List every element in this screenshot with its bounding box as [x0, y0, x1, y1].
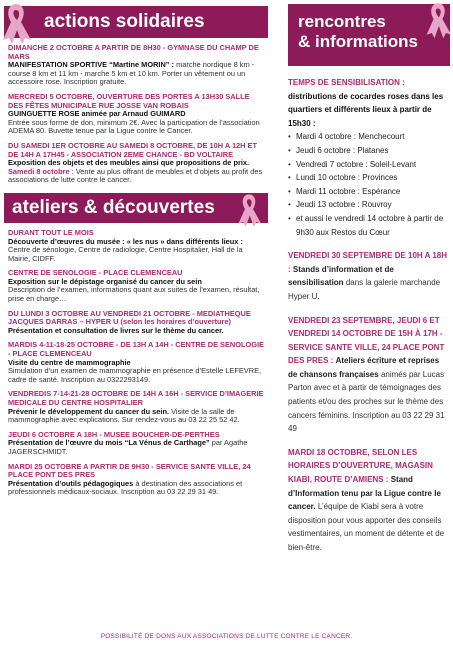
list-item: • Vendredi 7 octobre : Soleil-Levant — [288, 158, 450, 172]
section-title: actions solidaires — [44, 11, 205, 32]
list-item — [288, 314, 450, 436]
entry-subtitle: Ateliers écriture et reprises de chansons françaises — [288, 356, 440, 379]
ateliers-list — [4, 229, 268, 497]
list-item: • Mardi 11 octobre : Espérance — [288, 185, 450, 199]
list-item: • Mardi 4 octobre : Menchecourt — [288, 130, 450, 144]
right-column — [288, 4, 450, 555]
entry-title: DU LUNDI 3 OCTOBRE AU VENDREDI 21 OCTOBRE - MEDIATHEQUE JACQUES DARRAS – HYPER U (selon les horaires d’ouverture) — [8, 308, 251, 327]
entry-subtitle: GUINGUETTE ROSE animée par Arnaud GUIMARD — [8, 109, 186, 119]
section-header-rencontres — [288, 4, 450, 66]
entry-subtitle: Visite du centre de mammographie — [8, 357, 131, 367]
list-item — [8, 310, 264, 336]
entry-body: Centre de sénologie, Centre de radiologie, Centre Hospitalier, Hall de la Mairie, CIDFF. — [8, 245, 243, 263]
left-column — [4, 6, 268, 497]
entry-body: Entrée sous forme de don, minimum 2€. Avec la participation de l’association ADEMA 80. Buvette tenue par la Ligue contre le Cancer. — [8, 117, 260, 136]
list-item — [8, 463, 264, 497]
entry-title: VENDREDI 23 SEPTEMBRE, JEUDI 6 ET VENDREDI 14 OCTOBRE DE 15H À 17H - SERVICE SANTE VILLE, 24 PLACE PONT DES PRES : — [288, 315, 445, 366]
entry-title: MARDI 18 OCTOBRE, SELON LES HORAIRES D’OUVERTURE, MAGASIN KIABI, ROUTE D’AMIENS : — [288, 447, 433, 485]
entry-body: Visite de la salle de mammographie avec explications. Sur rendez-vous au 03 22 25 52 42. — [8, 406, 240, 425]
entry-body: par Agathe JAGERSCHMIDT. — [8, 438, 248, 456]
list-item — [288, 446, 450, 555]
entry-subtitle: MANIFESTATION SPORTIVE “Martine MORIN” : — [8, 60, 175, 70]
list-item — [8, 390, 264, 424]
entry-body: Description de l’examen, informations quant aux suites de l’examen, résultat, prise en charge… — [8, 285, 260, 304]
section-title-line1: rencontres — [298, 12, 386, 31]
list-item: • Jeudi 13 octobre : Rouvroy — [288, 198, 450, 212]
quarter-list — [288, 130, 450, 239]
entry-subtitle: Stands d’information et de sensibilisation — [288, 264, 394, 288]
list-item: • et aussi le vendredi 14 octobre à partir de 9h30 aux Restos du Cœur — [288, 212, 450, 239]
entry-body: à destination des associations et professionnels médicaux-sociaux. Inscription au 03 22 29 31 49. — [8, 478, 243, 497]
list-item — [288, 249, 450, 303]
entry-title: TEMPS DE SENSIBILISATION : — [288, 78, 405, 87]
section-title: ateliers & découvertes — [12, 196, 215, 218]
list-item: • Lundi 10 octobre : Provinces — [288, 171, 450, 185]
entry-subtitle: Présentation et consultation de livres sur le thème du cancer. — [8, 325, 224, 335]
entry-body: Simulation d’un examen de mammographie en présence d’Estelle LEFEVRE, cadre de santé. Inscription au 0322293149. — [8, 366, 262, 384]
list-item — [8, 93, 264, 136]
list-item — [8, 142, 264, 185]
entry-body: dans la galerie marchande Hyper U. — [288, 278, 441, 301]
entry-title: DIMANCHE 2 OCTOBRE A PARTIR DE 8H30 - GYMNASE DU CHAMP DE MARS — [8, 43, 259, 61]
section-header-ateliers-decouvertes — [4, 193, 268, 223]
list-item: • Jeudi 6 octobre : Platanes — [288, 144, 450, 158]
entry-body: L’équipe de Kiabi sera à votre disposition pour vous apporter des conseils vestimentaires, un moment de détente et de bien-être. — [288, 502, 445, 552]
pink-ribbon-icon — [0, 0, 32, 44]
pink-ribbon-icon — [236, 189, 262, 229]
entry-subtitle: Découverte d’œuvres du musée : « les nus » dans différents lieux : — [8, 236, 243, 246]
entry-body: animés par Lucas Parton avec et à partir de témoignages des patients et/ou des proches sur le thème des cancers féminins. Inscription au 03 22 29 31 49 — [288, 369, 445, 434]
entry-title: MERCREDI 5 OCTOBRE, OUVERTURE DES PORTES A 13H30 SALLE DES FÊTES MUNICIPALE RUE JOSSE VAN ROBAIS — [8, 91, 250, 110]
list-item — [8, 44, 264, 87]
entry-subtitle: Prévenir le développement du cancer du sein. — [8, 406, 170, 416]
entry-subtitle: Stand d’Information tenu par la Ligue contre le cancer. — [288, 475, 441, 512]
entry-title: JEUDI 6 OCTOBRE A 18H - MUSEE BOUCHER-DE-PERTHES — [8, 429, 220, 439]
entry-title: MARDIS 4-11-18-25 OCTOBRE - DE 13H A 14H - CENTRE DE SENOLOGIE - PLACE CLEMENCEAU — [8, 340, 264, 359]
section-header-actions-solidaires — [4, 6, 268, 38]
entry-title: CENTRE DE SENOLOGIE - PLACE CLEMENCEAU — [8, 268, 183, 278]
list-item — [8, 431, 264, 457]
entry-highlight: Samedi 8 octobre — [8, 166, 70, 176]
pink-ribbon-icon — [424, 0, 452, 40]
entry-body: : Vente au plus offrant de meubles et d’objets au profit des associations de lutte contre le cancer. — [8, 166, 263, 185]
entry-subtitle: Exposition des objets et des meubles ainsi que propositions de prix. — [8, 158, 250, 168]
entry-title: MARDI 25 OCTOBRE A PARTIR DE 9H30 - SERVICE SANTE VILLE, 24 PLACE PONT DES PRES — [8, 461, 251, 480]
entry-subtitle: Présentation de l’œuvre du mois “La Vénus de Carthage” — [8, 438, 210, 448]
list-item — [8, 269, 264, 303]
entry-title: DU SAMEDI 1ER OCTOBRE AU SAMEDI 8 OCTOBRE, DE 10H A 12H ET DE 14H A 17H45 - ASSOCIATION 2EME CHANCE - BD VOLTAIRE — [8, 140, 257, 159]
section-title-line2: & informations — [298, 32, 418, 51]
entry-subtitle: distributions de cocardes roses dans les quartiers et différents lieux à partir de 15h30 : — [288, 91, 444, 128]
footer-note: POSSIBILITÉ DE DONS AUX ASSOCIATIONS DE LUTTE CONTRE LE CANCER. — [100, 633, 353, 640]
entry-body: marche nordique 8 km - course 8 km et 11 km - marche 5 km et 10 km. Porter un vêtement ou un accessoire rose. Inscription gratuite. — [8, 60, 255, 87]
entry-title: DURANT TOUT LE MOIS — [8, 227, 94, 237]
entry-subtitle: Présentation d’outils pédagogiques — [8, 478, 134, 488]
entry-title: VENDREDI 30 SEPTEMBRE DE 10H A 18H : — [288, 251, 448, 274]
actions-solidaires-list — [4, 44, 268, 185]
entry-title: VENDREDIS 7-14-21-28 OCTOBRE DE 14H A 16H - SERVICE D’IMAGERIE MEDICALE DU CENTRE HOSPITALIER — [8, 389, 264, 407]
list-item — [288, 76, 450, 239]
list-item — [8, 341, 264, 384]
list-item — [8, 229, 264, 263]
entry-subtitle: Exposition sur le dépistage organisé du cancer du sein — [8, 276, 202, 286]
